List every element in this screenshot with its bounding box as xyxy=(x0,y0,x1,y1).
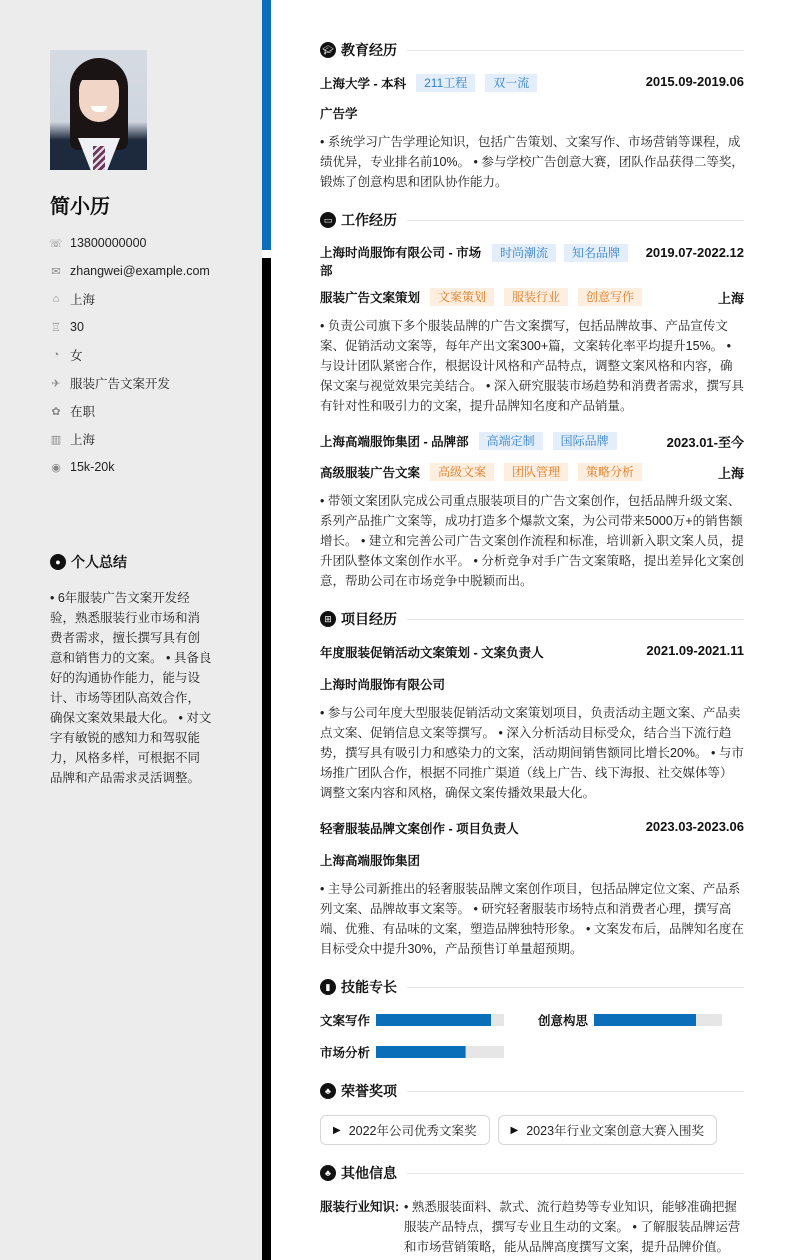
project-name: 年度服装促销活动文案策划 - 文案负责人 xyxy=(320,646,544,660)
contact-salary: ◉ 15k-20k xyxy=(51,460,115,474)
mail-icon: ✉ xyxy=(51,265,61,278)
divider xyxy=(407,1091,744,1092)
role-tag: 文案策划 xyxy=(430,288,494,306)
project-name: 轻奢服装品牌文案创作 - 项目负责人 xyxy=(320,822,519,836)
projects-heading: ⊞ 项目经历 xyxy=(320,607,744,631)
grid-icon: ⊞ xyxy=(320,611,336,627)
work-description: • 负责公司旗下多个服装品牌的广告文案撰写，包括品牌故事、产品宣传文案、促销活动文案等，每年产出文案300+篇，文案转化率平均提升15%。 • 与设计团队紧密合作，根据设计风格和产品特点，调整文案风格和内容，确保文案与视觉效果完美结合。 • 深入研究服装市场趋势和消费者需求，撰写具有针对性和吸引力的文案，提升品牌知名度和产品销量。 xyxy=(320,319,744,413)
education-item xyxy=(320,74,744,192)
divider xyxy=(407,1173,744,1174)
contact-gender: ◔ 女 xyxy=(50,341,250,369)
project-date: 2021.09-2021.11 xyxy=(646,643,744,658)
contact-age: ♖ 30 xyxy=(51,320,84,334)
project-description: • 参与公司年度大型服装促销活动文案策划项目，负责活动主题文案、产品卖点文案、促销信息文案等撰写。 • 深入分析活动目标受众，结合当下流行趋势，撰写具有吸引力和感染力的文案，活动期间销售额同比增长20%。 • 与市场推广团队合作，根据不同推广渠道（线上广告、线下海报、社交媒体等）调整文案内容和风格，确保文案传播效果最大化。 xyxy=(320,706,744,800)
award-icon: ♣ xyxy=(320,1083,336,1099)
user-icon: ● xyxy=(50,554,66,570)
contact-phone: ☏ 13800000000 xyxy=(49,236,147,250)
work-item xyxy=(320,244,744,416)
school-tag: 211工程 xyxy=(416,74,475,92)
status-icon: ✿ xyxy=(51,405,61,418)
work-item xyxy=(320,432,744,591)
company-name: 上海高端服饰集团 - 品牌部 xyxy=(320,435,469,449)
age-icon: ♖ xyxy=(51,321,61,334)
other-info-heading: ♣ 其他信息 xyxy=(320,1161,744,1185)
summary-heading: ● 个人总结 xyxy=(50,552,127,572)
project-date: 2023.03-2023.06 xyxy=(645,819,744,834)
sidebar xyxy=(0,0,262,1260)
job-title: 服装广告文案策划 xyxy=(320,291,421,305)
divider xyxy=(407,619,744,620)
skill-item: 创意构思 xyxy=(538,1011,744,1029)
contact-info-list xyxy=(50,229,250,481)
contact-target-job: ✈ 服装广告文案开发 xyxy=(51,377,171,391)
skill-level-bar xyxy=(594,1014,722,1026)
project-description: • 主导公司新推出的轻奢服装品牌文案创作项目，包括品牌定位文案、产品系列文案、品牌故事文案等。 • 研究轻奢服装市场特点和消费者心理，撰写高端、优雅、有品味的文案，塑造品牌独特形象。 • 文案发布后，品牌知名度在目标受众中提升30%，产品预售订单量超预期。 xyxy=(320,882,744,956)
company-tag: 国际品牌 xyxy=(553,432,617,450)
candidate-name: 简小历 xyxy=(50,196,110,218)
work-description: • 带领文案团队完成公司重点服装项目的广告文案创作，包括品牌升级文案、系列产品推广文案等，成功打造多个爆款文案，为公司带来5000万+的销售额增长。 • 建立和完善公司广告文案创作流程和标准，培训新入职文案人员，提升团队整体文案创作水平。 • 分析竞争对手广告文案策略，提出差异化文案创意，帮助公司在市场竞争中脱颖而出。 xyxy=(320,494,744,588)
other-info-key: 服装行业知识: xyxy=(320,1200,400,1214)
graduation-cap-icon: 🎓︎ xyxy=(320,42,336,58)
salary-icon: ◉ xyxy=(51,461,61,474)
awards-list xyxy=(320,1115,744,1145)
company-name: 上海时尚服饰有限公司 - 市场部 xyxy=(320,246,482,278)
gender-icon: ◔ xyxy=(52,349,60,361)
accent-bar-blue xyxy=(262,0,271,250)
education-heading: 🎓︎ 教育经历 xyxy=(320,38,744,62)
project-item xyxy=(320,819,744,959)
home-icon: ⌂ xyxy=(52,293,60,305)
skills-list xyxy=(320,1011,744,1061)
briefcase-icon: ▭ xyxy=(320,212,336,228)
role-tag: 高级文案 xyxy=(430,463,494,481)
profile-photo xyxy=(50,50,147,170)
summary-text: • 6年服装广告文案开发经验，熟悉服装行业市场和消费者需求，擅长撰写具有创意和销售力的文案。 • 具备良好的沟通协作能力，能与设计、市场等团队高效合作，确保文案效果最大化。 • 对文字有敏锐的感知力和驾驭能力，风格多样，可根据不同品牌和产品需求灵活调整。 xyxy=(50,591,212,785)
project-organization: 上海高端服饰集团 xyxy=(320,854,421,868)
major: 广告学 xyxy=(320,107,358,121)
skill-level-bar xyxy=(376,1014,504,1026)
triangle-right-icon: ▶ xyxy=(333,1124,341,1136)
contact-status: ✿ 在职 xyxy=(51,405,96,419)
phone-icon: ☏ xyxy=(49,237,63,250)
job-title: 高级服装广告文案 xyxy=(320,466,421,480)
divider xyxy=(407,50,744,51)
school-tag: 双一流 xyxy=(485,74,537,92)
divider xyxy=(407,987,744,988)
info-icon: ♣ xyxy=(320,1165,336,1181)
awards-heading: ♣ 荣誉奖项 xyxy=(320,1079,744,1103)
skill-level-bar xyxy=(376,1046,504,1058)
triangle-right-icon: ▶ xyxy=(510,1124,519,1136)
skill-item: 市场分析 xyxy=(320,1043,538,1061)
work-date: 2023.01-至今 xyxy=(666,435,744,450)
project-item xyxy=(320,643,744,803)
contact-residence: ⌂ 上海 xyxy=(50,285,250,313)
company-tag: 时尚潮流 xyxy=(492,244,556,262)
work-heading: ▭ 工作经历 xyxy=(320,208,744,232)
work-location: 上海 xyxy=(717,291,744,306)
other-info-value: • 熟悉服装面料、款式、流行趋势等专业知识，能够准确把握服装产品特点，撰写专业且生动的文案。 • 了解服装品牌运营和市场营销策略，能从品牌高度撰写文案，提升品牌价值。 xyxy=(404,1200,741,1254)
other-info-item xyxy=(320,1197,744,1257)
work-date: 2019.07-2022.12 xyxy=(645,245,744,260)
role-tag: 策略分析 xyxy=(578,463,642,481)
accent-bar-black xyxy=(262,258,271,1260)
company-tag: 知名品牌 xyxy=(564,244,628,262)
main-content xyxy=(320,38,744,1257)
work-location: 上海 xyxy=(717,466,744,481)
award-item: ▶ 2023年行业文案创意大赛入围奖 xyxy=(498,1115,718,1145)
role-tag: 服装行业 xyxy=(504,288,568,306)
company-tag: 高端定制 xyxy=(479,432,543,450)
skill-item: 文案写作 xyxy=(320,1011,538,1029)
project-organization: 上海时尚服饰有限公司 xyxy=(320,678,446,692)
role-tag: 团队管理 xyxy=(504,463,568,481)
bar-chart-icon: ▮ xyxy=(320,979,336,995)
school-name: 上海大学 - 本科 xyxy=(320,77,407,91)
education-date: 2015.09-2019.06 xyxy=(645,74,744,89)
skills-heading: ▮ 技能专长 xyxy=(320,975,744,999)
education-description: • 系统学习广告学理论知识，包括广告策划、文案写作、市场营销等课程，成绩优异，专业排名前10%。 • 参与学校广告创意大赛，团队作品获得二等奖，锻炼了创意构思和团队协作能力。 xyxy=(320,135,744,189)
target-job-icon: ✈ xyxy=(51,377,61,390)
award-item: ▶ 2022年公司优秀文案奖 xyxy=(320,1115,490,1145)
city-icon: ▥ xyxy=(50,433,62,446)
contact-target-city: ▥ 上海 xyxy=(50,433,96,447)
divider xyxy=(407,220,744,221)
contact-email: ✉ zhangwei@example.com xyxy=(51,264,210,278)
role-tag: 创意写作 xyxy=(578,288,642,306)
